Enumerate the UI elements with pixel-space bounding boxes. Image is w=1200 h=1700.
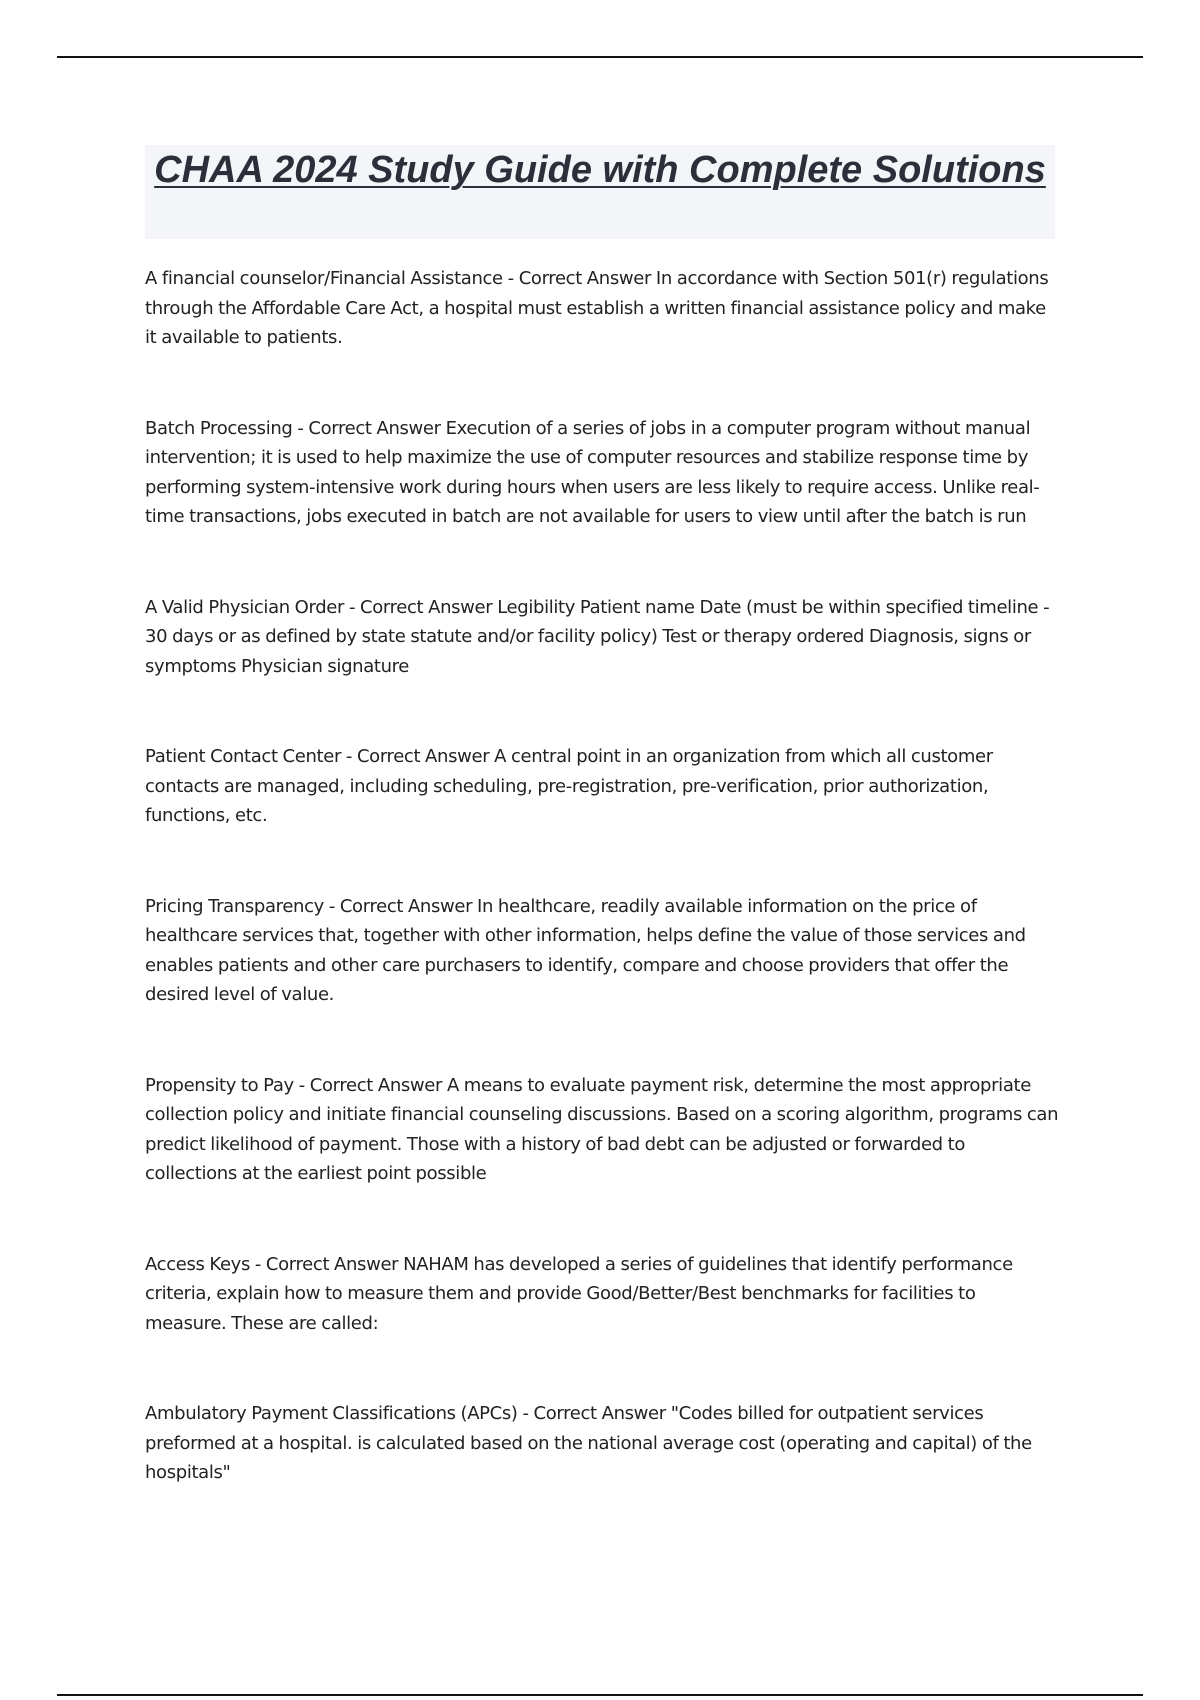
entry-term: A financial counselor/Financial Assistance [145,268,503,289]
entry-separator: - [293,1074,310,1096]
entry-answer-label: Correct Answer [308,417,441,439]
entry-separator: - [250,1253,266,1275]
entry-answer: A central point in an organization from which all customer contacts are managed, including scheduling, pre-registration, pre-verification, prior authorization, functions, etc. [145,746,993,826]
entry-separator: - [323,895,340,917]
entry-term: Propensity to Pay [145,1074,294,1096]
entry-separator: - [292,417,309,439]
entry-term: Patient Contact Center [145,746,342,767]
entry-answer: Legibility Patient name Date (must be within specified timeline - 30 days or as defined by state statute and/or facility policy) Test or therapy ordered Diagnosis, signs or symptoms Physician signature [145,596,1050,677]
entry [145,892,1060,1010]
entry-answer-label: Correct Answer [533,1403,666,1424]
entries-list [145,264,1060,1549]
title-block [145,145,1055,239]
entry [145,1399,1060,1488]
entry-separator: - [341,746,357,767]
top-divider [57,56,1143,58]
entry-separator: - [344,596,360,618]
entry [145,1250,1060,1339]
entry-answer: "Codes billed for outpatient services preformed at a hospital. is calculated based on the national average cost (operating and capital) of the hospitals" [145,1403,1032,1483]
entry-answer: In accordance with Section 501(r) regulations through the Affordable Care Act, a hospital must establish a written financial assistance policy and make it available to patients. [145,268,1049,348]
entry-answer: In healthcare, readily available information on the price of healthcare services that, together with other information, helps define the value of those services and enables patients and other care purchasers to identify, compare and choose providers that offer the desired level of value. [145,895,1026,1005]
document-title: CHAA 2024 Study Guide with Complete Solutions [154,149,1046,191]
entry-answer-label: Correct Answer [265,1253,399,1275]
entry-term: A Valid Physician Order [145,596,345,618]
entry-answer-label: Correct Answer [359,596,493,618]
entry-separator: - [502,268,519,289]
entry [145,414,1060,532]
entry [145,742,1060,831]
entry-term: Access Keys [145,1253,251,1275]
entry-answer-label: Correct Answer [518,268,652,289]
entry [145,593,1060,682]
entry-term: Pricing Transparency [145,895,324,917]
entry [145,1071,1060,1189]
entry-answer: Execution of a series of jobs in a computer program without manual intervention; it is used to help maximize the use of computer resources and stabilize response time by performing system-intensive work during hours when users are less likely to require access. Unlike real-time transactions, jobs executed in batch are not available for users to view until after the batch is run [145,417,1040,527]
entry-answer: NAHAM has developed a series of guidelines that identify performance criteria, explain how to measure them and provide Good/Better/Best benchmarks for facilities to measure. These are called: [145,1253,1013,1334]
entry-answer: A means to evaluate payment risk, determine the most appropriate collection policy and initiate financial counseling discussions. Based on a scoring algorithm, programs can predict likelihood of payment. Those with a history of bad debt can be adjusted or forwarded to collections at the earliest point possible [145,1074,1059,1184]
entry-separator: - [517,1403,534,1424]
bottom-divider [57,1694,1143,1696]
entry-answer-label: Correct Answer [309,1074,443,1096]
entry-term: Ambulatory Payment Classifications (APCs) [145,1403,518,1424]
entry-answer-label: Correct Answer [339,895,473,917]
entry-answer-label: Correct Answer [356,746,490,767]
entry [145,264,1060,353]
entry-term: Batch Processing [145,417,293,439]
